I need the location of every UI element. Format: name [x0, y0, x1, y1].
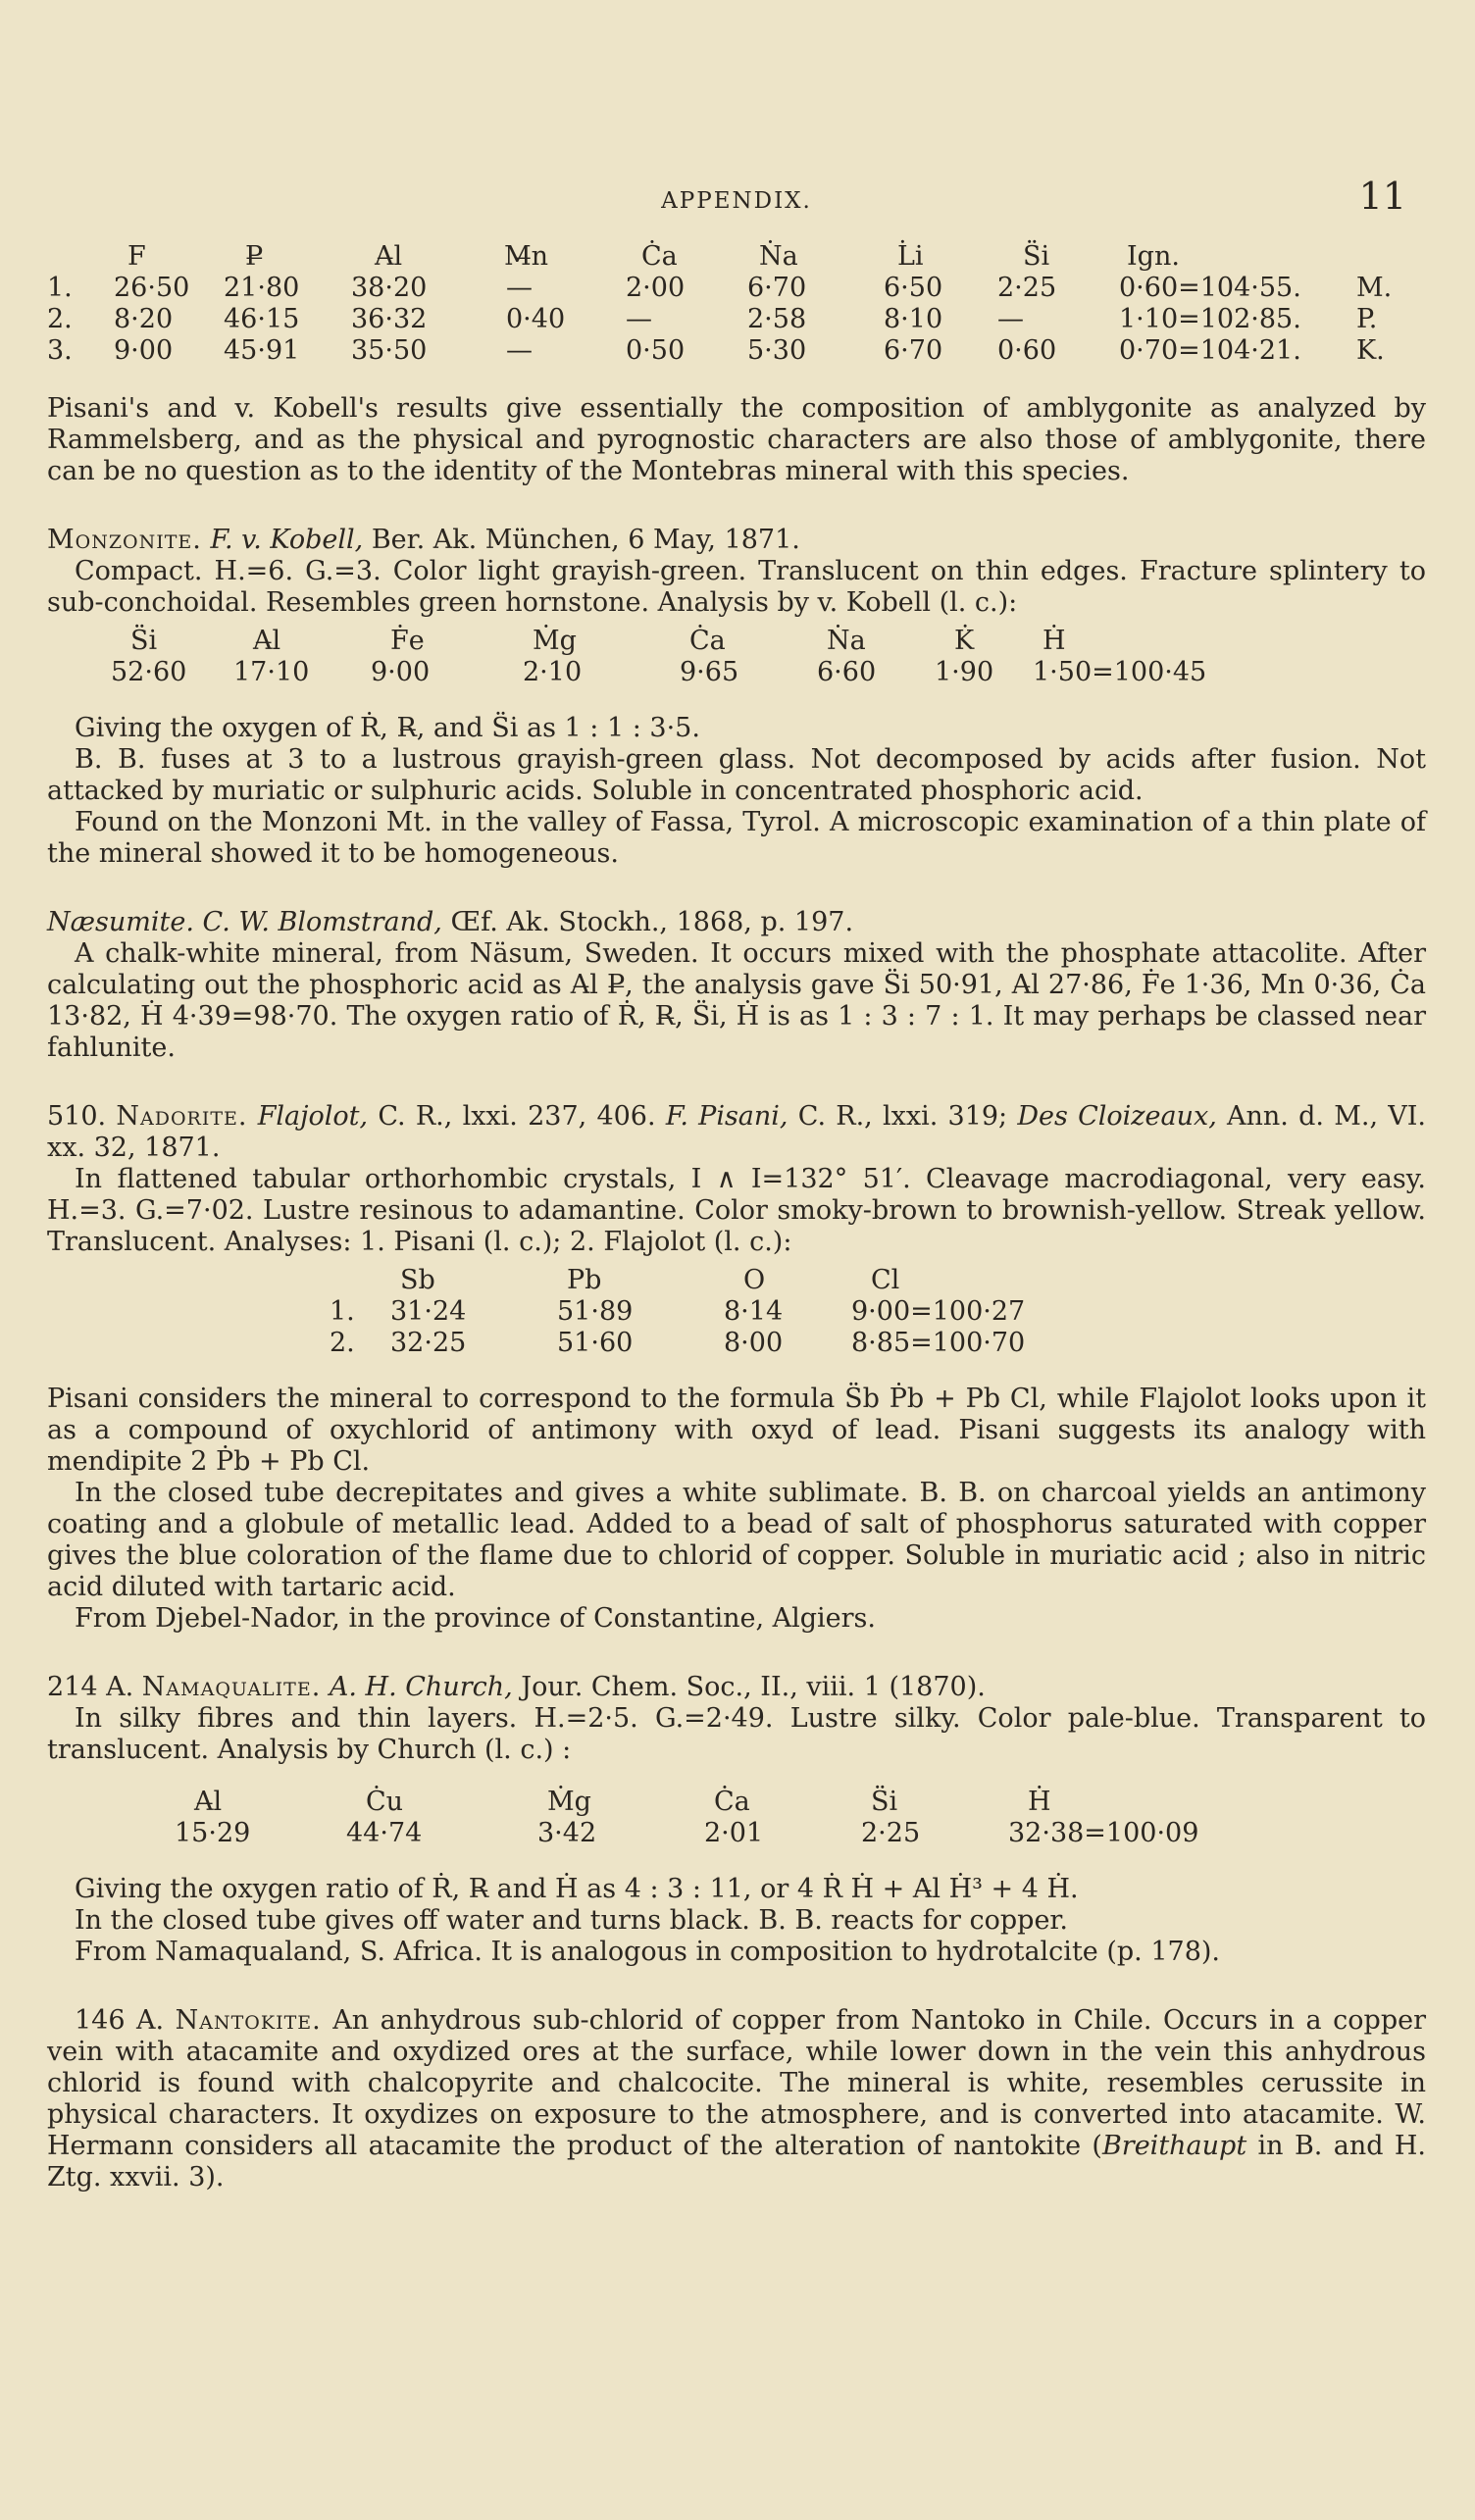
table-cell: 2·58 [747, 303, 807, 334]
citation: C. R., lxxi. 237, 406. [378, 1101, 656, 1132]
column-header: M̶n [504, 240, 549, 272]
table-cell: 26·50 [114, 272, 190, 303]
monzonite-analysis-table [111, 625, 1229, 687]
table-cell: 45·91 [224, 334, 300, 366]
paragraph: Giving the oxygen of Ṙ, R̶, and S̈i as 1 : 1 : 3·5. [75, 713, 700, 743]
column-header: Ṁg [533, 625, 577, 656]
column-header: F [127, 240, 146, 272]
table-cell: 9·00=100·27 [851, 1295, 1026, 1327]
paragraph: In the closed tube gives off water and turns black. B. B. reacts for copper. [75, 1905, 1068, 1936]
paragraph: From Namaqualand, S. Africa. It is analogous in composition to hydrotalcite (p. 178). [75, 1937, 1220, 1967]
table-cell: 2·25 [861, 1817, 921, 1848]
table-cell: 6·60 [817, 656, 877, 687]
row-label: 3. [47, 334, 73, 366]
amblygonite-analysis-table [47, 240, 1420, 366]
table-cell: 31·24 [390, 1295, 467, 1327]
column-header: Ḣ [1028, 1786, 1051, 1817]
citation: Ann. d. M., VI. xx. 32, 1871. [47, 1101, 1426, 1163]
species-number: 146 A. [75, 2005, 165, 2036]
table-cell: 6·50 [884, 272, 943, 303]
table-cell: 46·15 [224, 303, 300, 334]
table-header-row [111, 625, 1229, 656]
table-cell: — [626, 303, 652, 334]
table-row [47, 303, 1420, 334]
column-header: P̶ [245, 240, 264, 272]
paragraph: A chalk-white mineral, from Näsum, Sweden. It occurs mixed with the phosphate attacolite. After calculating out the phosphoric acid as A̶l P̶, the analysis gave S̈i 50·91, A̶l 27·86, Ḟe 1·36, Mn 0·36, Ċa 13·82, Ḣ 4·39=98·70. The oxygen ratio of Ṙ, R̶, S̈i, Ḣ is as 1 : 3 : 7 : 1. It may perhaps be classed near fahlunite. [47, 938, 1426, 1063]
row-label: 1. [47, 272, 73, 303]
table-cell: 0·50 [626, 334, 686, 366]
table-cell: 51·89 [557, 1295, 634, 1327]
table-cell: 0·70=104·21. [1119, 334, 1301, 366]
citation: Jour. Chem. Soc., II., viii. 1 (1870). [521, 1672, 986, 1702]
column-header: Sb [400, 1264, 435, 1295]
table-cell: 6·70 [884, 334, 943, 366]
table-cell: 9·00 [371, 656, 431, 687]
table-cell: 9·00 [114, 334, 174, 366]
table-row [175, 1817, 1224, 1848]
column-header: L̇i [897, 240, 924, 272]
row-label: 2. [47, 303, 73, 334]
author: Flajolot, [257, 1101, 369, 1132]
table-header-row [175, 1786, 1224, 1817]
table-cell: 32·38=100·09 [1008, 1817, 1199, 1848]
column-header: Cl [871, 1264, 900, 1295]
table-cell: 0·60 [997, 334, 1057, 366]
monzonite-section [47, 525, 1426, 870]
column-header: A̶l [194, 1786, 223, 1817]
author: F. v. Kobell, [210, 525, 364, 555]
table-cell: 51·60 [557, 1327, 634, 1358]
citation: Œf. Ak. Stockh., 1868, p. 197. [450, 907, 854, 937]
table-row [282, 1327, 1067, 1358]
column-header: O [743, 1264, 766, 1295]
column-header: Ċu [366, 1786, 404, 1817]
column-header: S̈i [1023, 240, 1050, 272]
table-cell: 2·10 [523, 656, 583, 687]
table-cell: 1·10=102·85. [1119, 303, 1301, 334]
page-content [47, 240, 1426, 2193]
table-cell: 9·65 [680, 656, 739, 687]
namaqualite-section [47, 1672, 1426, 1968]
column-header: A̶l [375, 240, 403, 272]
table-cell: 2·01 [704, 1817, 764, 1848]
table-cell: 32·25 [390, 1327, 467, 1358]
species-number: 510. [47, 1101, 107, 1132]
table-cell: — [997, 303, 1024, 334]
column-header: A̶l [253, 625, 281, 656]
paragraph: B. B. fuses at 3 to a lustrous grayish-green glass. Not decomposed by acids after fusion. Not attacked by muriatic or sulphuric acids. Soluble in concentrated phosphoric acid. [47, 744, 1426, 806]
description: In flattened tabular orthorhombic crystals, I ∧ I=132° 51′. Cleavage macrodiagonal, very easy. H.=3. G.=7·02. Lustre resinous to adamantine. Color smoky-brown to brownish-yellow. Streak yellow. Translucent. Analyses: 1. Pisani (l. c.); 2. Flajolot (l. c.): [47, 1164, 1426, 1257]
nantokite-section [47, 2005, 1426, 2193]
paragraph: In the closed tube decrepitates and gives a white sublimate. B. B. on charcoal yields an antimony coating and a globule of metallic lead. Added to a bead of salt of phosphorus saturated with copper gives the blue coloration of the flame due to chlorid of copper. Soluble in muriatic acid ; also in nitric acid diluted with tartaric acid. [47, 1478, 1426, 1602]
table-cell: — [506, 272, 533, 303]
table-cell: 3·42 [537, 1817, 597, 1848]
table-cell: 15·29 [175, 1817, 251, 1848]
nadorite-section [47, 1101, 1426, 1635]
table-cell: 17·10 [233, 656, 310, 687]
table-cell: 52·60 [111, 656, 187, 687]
table-cell: 5·30 [747, 334, 807, 366]
amblygonite-paragraph: Pisani's and v. Kobell's results give essentially the composition of amblygonite as analyzed by Rammelsberg, and as the physical and pyrognostic characters are also those of amblygonite, there can be no question as to the identity of the Montebras mineral with this species. [47, 393, 1426, 486]
analyst-note: P. [1356, 303, 1378, 334]
table-cell: 2·00 [626, 272, 686, 303]
column-header: K̇ [954, 625, 975, 656]
table-cell: 38·20 [351, 272, 428, 303]
table-cell: 8·20 [114, 303, 174, 334]
column-header: Ċa [641, 240, 678, 272]
column-header: Ḣ [1043, 625, 1066, 656]
column-header: Ign. [1127, 240, 1180, 272]
table-row [47, 272, 1420, 303]
table-cell: — [506, 334, 533, 366]
column-header: Ṅa [759, 240, 798, 272]
column-header: Ċa [714, 1786, 750, 1817]
mineral-name: Næsumite. [47, 907, 194, 937]
table-cell: 1·90 [935, 656, 994, 687]
table-row [111, 656, 1229, 687]
analyst-note: M. [1356, 272, 1393, 303]
citation: C. R., lxxi. 319; [797, 1101, 1008, 1132]
row-label: 2. [330, 1327, 355, 1358]
mineral-name: Monzonite. [47, 525, 202, 555]
table-cell: 35·50 [351, 334, 428, 366]
table-row [47, 334, 1420, 366]
column-header: Pb [567, 1264, 602, 1295]
paragraph: From Djebel-Nador, in the province of Constantine, Algiers. [75, 1603, 877, 1634]
table-row [282, 1295, 1067, 1327]
author: A. H. Church, [329, 1672, 513, 1702]
analyst-note: K. [1356, 334, 1385, 366]
row-label: 1. [330, 1295, 355, 1327]
table-cell: 0·40 [506, 303, 566, 334]
column-header: Ċa [689, 625, 726, 656]
table-cell: 8·10 [884, 303, 943, 334]
mineral-name: Nantokite. [175, 2005, 322, 2036]
table-cell: 21·80 [224, 272, 300, 303]
table-cell: 6·70 [747, 272, 807, 303]
species-number: 214 A. [47, 1672, 134, 1702]
namaqualite-analysis-table [175, 1786, 1224, 1848]
mineral-name: Namaqualite. [141, 1672, 322, 1702]
column-header: Ṁg [547, 1786, 591, 1817]
column-header: S̈i [871, 1786, 898, 1817]
paragraph: Found on the Monzoni Mt. in the valley of Fassa, Tyrol. A microscopic examination of a thin plate of the mineral showed it to be homogeneous. [47, 807, 1426, 869]
page-number: 11 [1358, 175, 1406, 218]
author: F. Pisani, [665, 1101, 788, 1132]
citation: in B. and H. Ztg. xxvii. 3). [47, 2131, 1426, 2192]
running-head: APPENDIX. [661, 188, 812, 214]
table-cell: 8·14 [724, 1295, 784, 1327]
paragraph: An anhydrous sub-chlorid of copper from Nantoko in Chile. Occurs in a copper vein with atacamite and oxydized ores at the surface, while lower down in the vein this anhydrous chlorid is found with chalcopyrite and chalcocite. The mineral is white, resembles cerussite in physical characters. It oxydizes on exposure to the atmosphere, and is converted into atacamite. W. Hermann considers all atacamite the product of the alteration of nantokite ( [47, 2005, 1426, 2161]
table-cell: 1·50=100·45 [1033, 656, 1207, 687]
paragraph: Giving the oxygen ratio of Ṙ, R̶ and Ḣ as 4 : 3 : 11, or 4 Ṙ Ḣ + A̶l Ḣ³ + 4 Ḣ. [75, 1874, 1079, 1904]
table-cell: 2·25 [997, 272, 1057, 303]
description: Compact. H.=6. G.=3. Color light grayish-green. Translucent on thin edges. Fracture splintery to sub-conchoidal. Resembles green hornstone. Analysis by v. Kobell (l. c.): [47, 556, 1426, 618]
nasumite-section [47, 907, 1426, 1064]
table-cell: 36·32 [351, 303, 428, 334]
page-header [47, 175, 1426, 224]
description: In silky fibres and thin layers. H.=2·5. G.=2·49. Lustre silky. Color pale-blue. Transparent to translucent. Analysis by Church (l. c.) : [47, 1703, 1426, 1765]
citation-author: Breithaupt [1101, 2131, 1247, 2161]
citation: Ber. Ak. München, 6 May, 1871. [371, 525, 800, 555]
table-cell: 44·74 [346, 1817, 423, 1848]
column-header: S̈i [130, 625, 158, 656]
table-cell: 0·60=104·55. [1119, 272, 1301, 303]
column-header: Ḟe [390, 625, 425, 656]
author: Des Cloizeaux, [1017, 1101, 1217, 1132]
author: C. W. Blomstrand, [202, 907, 442, 937]
paragraph: Pisani considers the mineral to correspond to the formula S̈b Ṗb + Pb Cl, while Flajolot looks upon it as a compound of oxychlorid of antimony with oxyd of lead. Pisani suggests its analogy with mendipite 2 Ṗb + Pb Cl. [47, 1384, 1426, 1477]
mineral-name: Nadorite. [116, 1101, 248, 1132]
table-header-row [47, 240, 1420, 272]
table-header-row [282, 1264, 1067, 1295]
table-cell: 8·00 [724, 1327, 784, 1358]
column-header: Ṅa [827, 625, 866, 656]
nadorite-analysis-table [282, 1264, 1067, 1358]
table-cell: 8·85=100·70 [851, 1327, 1026, 1358]
